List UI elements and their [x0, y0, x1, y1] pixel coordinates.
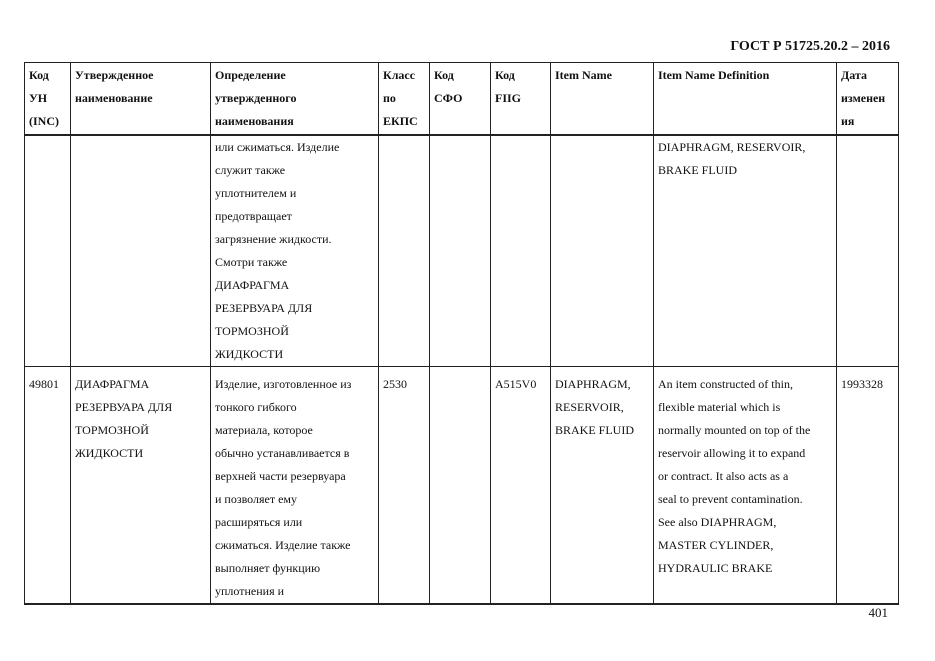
cell-line: BRAKE FLUID — [658, 163, 738, 177]
cell-line: DIAPHRAGM, — [555, 377, 631, 391]
cell-line: or contract. It also acts as a — [658, 469, 789, 483]
col-header-fiig-code — [491, 63, 551, 136]
cell-ekps-class — [379, 367, 430, 605]
cell-line: BRAKE FLUID — [555, 423, 635, 437]
cell-line: уплотнения и — [215, 584, 285, 598]
cell-line: An item constructed of thin, — [658, 377, 793, 391]
cell-line: FIIG — [495, 91, 522, 105]
cell-line: материала, которое — [215, 423, 313, 437]
cell-line: служит также — [215, 163, 286, 177]
cell-line: ЕКПС — [383, 114, 418, 128]
cell-line: Item Name Definition — [658, 68, 770, 82]
cell-line: СФО — [434, 91, 463, 105]
cell-line: и позволяет ему — [215, 492, 298, 506]
col-header-ekps-class — [379, 63, 430, 136]
cell-line: наименования — [215, 114, 294, 128]
cell-line: normally mounted on top of the — [658, 423, 811, 437]
cell-line: seal to prevent contamination. — [658, 492, 803, 506]
cell-line: изменен — [841, 91, 886, 105]
cell-fiig-code — [491, 367, 551, 605]
col-header-approved-name — [71, 63, 211, 136]
cell-line: ДИАФРАГМА — [215, 278, 290, 292]
cell-inc-code — [25, 135, 71, 367]
cell-sfo-code — [430, 135, 491, 367]
cell-line: Класс — [383, 68, 416, 82]
cell-change-date — [837, 367, 899, 605]
cell-item-name-definition — [654, 367, 837, 605]
table-header-row — [25, 63, 899, 136]
cell-line: тонкого гибкого — [215, 400, 297, 414]
cell-line: предотвращает — [215, 209, 292, 223]
cell-line: MASTER CYLINDER, — [658, 538, 774, 552]
cell-line: Код — [29, 68, 49, 82]
cell-line: РЕЗЕРВУАРА ДЛЯ — [215, 301, 313, 315]
cell-line: или сжиматься. Изделие — [215, 140, 340, 154]
cell-line: Смотри также — [215, 255, 288, 269]
cell-line: сжиматься. Изделие также — [215, 538, 351, 552]
cell-sfo-code — [430, 367, 491, 605]
cell-line: HYDRAULIC BRAKE — [658, 561, 773, 575]
cell-line: ЖИДКОСТИ — [215, 347, 284, 361]
cell-line: DIAPHRAGM, RESERVOIR, — [658, 140, 806, 154]
cell-line: УН — [29, 91, 48, 105]
cell-line: reservoir allowing it to expand — [658, 446, 806, 460]
cell-line: Изделие, изготовленное из — [215, 377, 352, 391]
col-header-item-name-definition — [654, 63, 837, 136]
cell-line: 2530 — [383, 377, 407, 391]
cell-line: утвержденного — [215, 91, 297, 105]
cell-approved-name — [71, 135, 211, 367]
col-header-sfo-code — [430, 63, 491, 136]
cell-line: ЖИДКОСТИ — [75, 446, 144, 460]
cell-line: Код — [495, 68, 515, 82]
cell-change-date — [837, 135, 899, 367]
cell-line: уплотнителем и — [215, 186, 297, 200]
cell-line: A515V0 — [495, 377, 537, 391]
table-row-49801 — [25, 367, 899, 605]
cell-line: See also DIAPHRAGM, — [658, 515, 777, 529]
cell-item-name — [551, 367, 654, 605]
document-code: ГОСТ Р 51725.20.2 – 2016 — [730, 39, 890, 54]
col-header-item-name — [551, 63, 654, 136]
cell-line: верхней части резервуара — [215, 469, 346, 483]
nomenclature-table — [24, 62, 899, 605]
cell-definition — [211, 135, 379, 367]
cell-definition — [211, 367, 379, 605]
cell-line: выполняет функцию — [215, 561, 321, 575]
cell-line: РЕЗЕРВУАРА ДЛЯ — [75, 400, 173, 414]
cell-line: ия — [841, 114, 855, 128]
page-number: 401 — [868, 605, 888, 620]
cell-line: Определение — [215, 68, 286, 82]
cell-line: ТОРМОЗНОЙ — [75, 423, 149, 437]
cell-line: (INC) — [29, 114, 59, 128]
cell-ekps-class — [379, 135, 430, 367]
cell-inc-code — [25, 367, 71, 605]
cell-fiig-code — [491, 135, 551, 367]
col-header-change-date — [837, 63, 899, 136]
cell-line: flexible material which is — [658, 400, 781, 414]
cell-line: 49801 — [29, 377, 59, 391]
cell-line: ДИАФРАГМА — [75, 377, 150, 391]
cell-line: ТОРМОЗНОЙ — [215, 324, 289, 338]
table-row-continuation — [25, 135, 899, 367]
col-header-inc-code — [25, 63, 71, 136]
cell-item-name — [551, 135, 654, 367]
cell-item-name-definition — [654, 135, 837, 367]
cell-line: загрязнение жидкости. — [215, 232, 332, 246]
cell-line: обычно устанавливается в — [215, 446, 350, 460]
cell-line: Дата — [841, 68, 867, 82]
cell-line: 1993328 — [841, 377, 883, 391]
cell-line: RESERVOIR, — [555, 400, 624, 414]
cell-line: расширяться или — [215, 515, 303, 529]
cell-line: Код — [434, 68, 454, 82]
cell-line: Item Name — [555, 68, 612, 82]
cell-line: по — [383, 91, 396, 105]
cell-line: Утвержденное — [75, 68, 154, 82]
cell-approved-name — [71, 367, 211, 605]
cell-line: наименование — [75, 91, 153, 105]
col-header-definition — [211, 63, 379, 136]
